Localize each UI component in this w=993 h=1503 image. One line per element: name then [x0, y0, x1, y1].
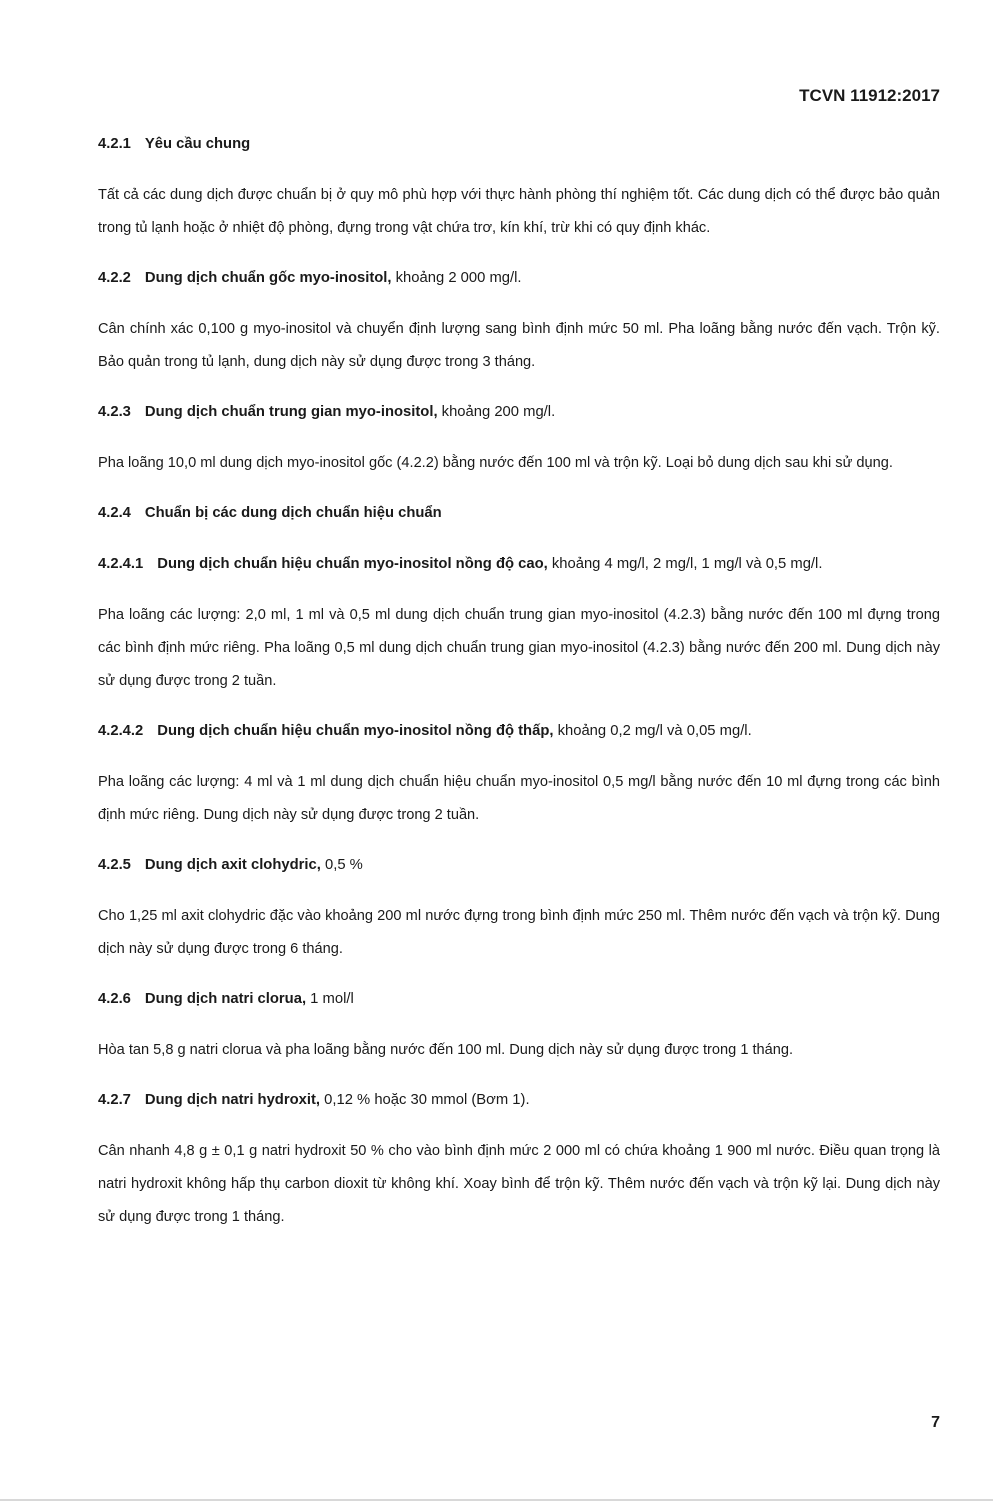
- section-number: 4.2.1: [98, 136, 131, 152]
- section-paragraph: Tất cả các dung dịch được chuẩn bị ở quy mô phù hợp với thực hành phòng thí nghiệm tốt. Các dung dịch có thể được bảo quản trong tủ lạnh hoặc ở nhiệt độ phòng, đựng trong vật chứa trơ, kín khí, trừ khi có quy định khác.: [98, 187, 940, 236]
- section-heading: [98, 983, 940, 1016]
- section-4-2-5: [98, 849, 940, 966]
- section-number: 4.2.7: [98, 1092, 131, 1108]
- section-title-suffix: khoảng 0,2 mg/l và 0,05 mg/l.: [553, 723, 752, 739]
- section-4-2-1: [98, 128, 940, 245]
- section-heading: [98, 1084, 940, 1117]
- section-paragraph: Pha loãng các lượng: 2,0 ml, 1 ml và 0,5 ml dung dịch chuẩn trung gian myo-inositol (4.2.3) bằng nước đến 100 ml đựng trong các bình định mức riêng. Pha loãng 0,5 ml dung dịch chuẩn trung gian myo-inositol (4.2.3) bằng nước đến 200 ml. Dung dịch này sử dụng được trong 2 tuần.: [98, 607, 940, 689]
- page-number: 7: [931, 1414, 940, 1431]
- section-title-suffix: 0,12 % hoặc 30 mmol (Bơm 1).: [320, 1092, 530, 1108]
- section-heading: [98, 262, 940, 295]
- page-bottom-edge: [0, 1499, 993, 1501]
- section-number: 4.2.4.2: [98, 723, 144, 739]
- section-title: Dung dịch chuẩn trung gian myo-inositol,: [144, 404, 438, 420]
- section-4-2-6: [98, 983, 940, 1067]
- section-4-2-2: [98, 262, 940, 379]
- section-paragraph: Pha loãng các lượng: 4 ml và 1 ml dung dịch chuẩn hiệu chuẩn myo-inositol 0,5 mg/l bằng nước đến 10 ml đựng trong các bình định mức riêng. Dung dịch này sử dụng được trong 2 tuần.: [98, 774, 940, 823]
- section-title: Chuẩn bị các dung dịch chuẩn hiệu chuẩn: [144, 505, 442, 521]
- section-title-suffix: 1 mol/l: [306, 991, 354, 1007]
- section-heading: [98, 497, 940, 530]
- section-title-suffix: 0,5 %: [320, 857, 363, 873]
- section-paragraph: Hòa tan 5,8 g natri clorua và pha loãng bằng nước đến 100 ml. Dung dịch này sử dụng được trong 1 tháng.: [98, 1042, 794, 1058]
- section-4-2-3: [98, 396, 940, 480]
- section-title: Dung dịch natri hydroxit,: [144, 1092, 321, 1108]
- section-number: 4.2.3: [98, 404, 131, 420]
- section-title: Dung dịch chuẩn hiệu chuẩn myo-inositol nồng độ cao,: [157, 556, 548, 572]
- section-heading: [98, 128, 940, 161]
- section-4-2-7: [98, 1084, 940, 1234]
- section-4-2-4-2: [98, 715, 940, 832]
- section-heading: [98, 548, 940, 581]
- section-4-2-4: [98, 497, 940, 530]
- section-paragraph: Cân nhanh 4,8 g ± 0,1 g natri hydroxit 50 % cho vào bình định mức 2 000 ml có chứa khoảng 1 900 ml nước. Điều quan trọng là natri hydroxit không hấp thụ carbon dioxit từ không khí. Xoay bình để trộn kỹ. Thêm nước đến vạch và trộn kỹ lại. Dung dịch này sử dụng được trong 1 tháng.: [98, 1143, 940, 1225]
- section-title-suffix: khoảng 4 mg/l, 2 mg/l, 1 mg/l và 0,5 mg/l.: [547, 556, 823, 572]
- section-number: 4.2.5: [98, 857, 131, 873]
- section-title: Dung dịch axit clohydric,: [144, 857, 321, 873]
- section-heading: [98, 715, 940, 748]
- section-title: Yêu cầu chung: [144, 136, 251, 152]
- document-body: [98, 128, 940, 1251]
- section-paragraph: Cho 1,25 ml axit clohydric đặc vào khoảng 200 ml nước đựng trong bình định mức 250 ml. Thêm nước đến vạch và trộn kỹ. Dung dịch này sử dụng được trong 6 tháng.: [98, 908, 940, 957]
- section-title: Dung dịch natri clorua,: [144, 991, 307, 1007]
- section-heading: [98, 849, 940, 882]
- section-paragraph: Cân chính xác 0,100 g myo-inositol và chuyển định lượng sang bình định mức 50 ml. Pha loãng bằng nước đến vạch. Trộn kỹ. Bảo quản trong tủ lạnh, dung dịch này sử dụng được trong 3 tháng.: [98, 321, 940, 370]
- section-title-suffix: khoảng 2 000 mg/l.: [391, 270, 522, 286]
- section-number: 4.2.6: [98, 991, 131, 1007]
- section-title: Dung dịch chuẩn gốc myo-inositol,: [144, 270, 392, 286]
- section-title-suffix: khoảng 200 mg/l.: [437, 404, 556, 420]
- section-heading: [98, 396, 940, 429]
- section-number: 4.2.4: [98, 505, 131, 521]
- section-title: Dung dịch chuẩn hiệu chuẩn myo-inositol nồng độ thấp,: [157, 723, 554, 739]
- section-number: 4.2.4.1: [98, 556, 144, 572]
- section-number: 4.2.2: [98, 270, 131, 286]
- section-4-2-4-1: [98, 548, 940, 698]
- document-code: TCVN 11912:2017: [799, 86, 940, 105]
- section-paragraph: Pha loãng 10,0 ml dung dịch myo-inositol gốc (4.2.2) bằng nước đến 100 ml và trộn kỹ. Loại bỏ dung dịch sau khi sử dụng.: [98, 455, 893, 471]
